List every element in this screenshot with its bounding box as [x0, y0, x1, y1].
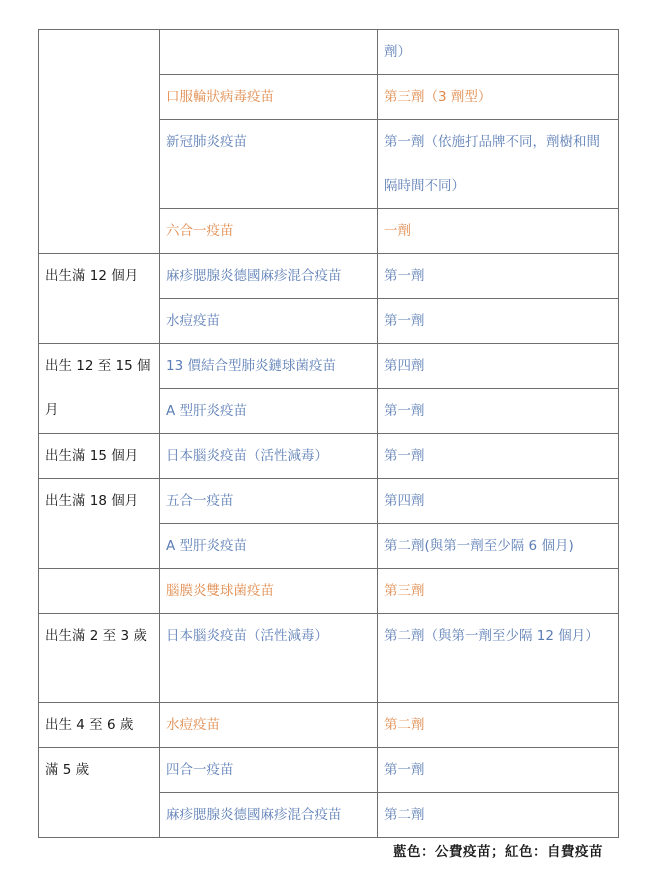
age-cell	[39, 30, 160, 254]
age-cell	[39, 569, 160, 614]
dose-cell: 第一劑	[378, 254, 619, 299]
vaccine-cell: 五合一疫苗	[160, 479, 378, 524]
dose-cell: 第一劑	[378, 299, 619, 344]
vaccine-cell: 13 價結合型肺炎鏈球菌疫苗	[160, 344, 378, 389]
table-row	[39, 30, 619, 75]
dose-cell: 第一劑	[378, 748, 619, 793]
vaccine-cell: 新冠肺炎疫苗	[160, 120, 378, 209]
dose-cell: 一劑	[378, 209, 619, 254]
age-cell: 出生滿 15 個月	[39, 434, 160, 479]
table-row	[39, 434, 619, 479]
dose-cell: 第四劑	[378, 479, 619, 524]
table-row	[39, 344, 619, 389]
vaccination-schedule-table	[38, 29, 619, 838]
dose-cell: 第四劑	[378, 344, 619, 389]
age-cell: 出生滿 12 個月	[39, 254, 160, 344]
vaccine-cell: 腦膜炎雙球菌疫苗	[160, 569, 378, 614]
dose-cell: 第二劑	[378, 703, 619, 748]
vaccine-cell: 麻疹腮腺炎德國麻疹混合疫苗	[160, 793, 378, 838]
vaccine-cell: 水痘疫苗	[160, 299, 378, 344]
dose-cell: 劑）	[378, 30, 619, 75]
age-cell: 出生 4 至 6 歲	[39, 703, 160, 748]
vaccine-cell: 四合一疫苗	[160, 748, 378, 793]
vaccine-cell: 日本腦炎疫苗（活性減毒）	[160, 434, 378, 479]
vaccine-cell: 麻疹腮腺炎德國麻疹混合疫苗	[160, 254, 378, 299]
dose-cell: 第二劑（與第一劑至少隔 12 個月）	[378, 614, 619, 703]
dose-cell: 第二劑(與第一劑至少隔 6 個月)	[378, 524, 619, 569]
vaccine-cell: 日本腦炎疫苗（活性減毒）	[160, 614, 378, 703]
color-legend-note: 藍色：公費疫苗；紅色：自費疫苗	[393, 844, 603, 860]
age-cell: 出生滿 18 個月	[39, 479, 160, 569]
table-row	[39, 479, 619, 524]
age-cell: 滿 5 歲	[39, 748, 160, 838]
vaccine-cell: 水痘疫苗	[160, 703, 378, 748]
vaccine-cell	[160, 30, 378, 75]
table-row	[39, 703, 619, 748]
age-cell: 出生滿 2 至 3 歲	[39, 614, 160, 703]
dose-cell: 第三劑（3 劑型）	[378, 75, 619, 120]
dose-cell: 第一劑（依施打品牌不同，劑樹和間隔時間不同）	[378, 120, 619, 209]
dose-cell: 第三劑	[378, 569, 619, 614]
vaccine-cell: A 型肝炎疫苗	[160, 389, 378, 434]
table-row	[39, 748, 619, 793]
table-row	[39, 569, 619, 614]
age-cell: 出生 12 至 15 個月	[39, 344, 160, 434]
table-row	[39, 254, 619, 299]
dose-cell: 第一劑	[378, 434, 619, 479]
table-row	[39, 614, 619, 703]
vaccine-cell: 六合一疫苗	[160, 209, 378, 254]
dose-cell: 第一劑	[378, 389, 619, 434]
dose-cell: 第二劑	[378, 793, 619, 838]
vaccine-cell: 口服輪狀病毒疫苗	[160, 75, 378, 120]
vaccine-cell: A 型肝炎疫苗	[160, 524, 378, 569]
